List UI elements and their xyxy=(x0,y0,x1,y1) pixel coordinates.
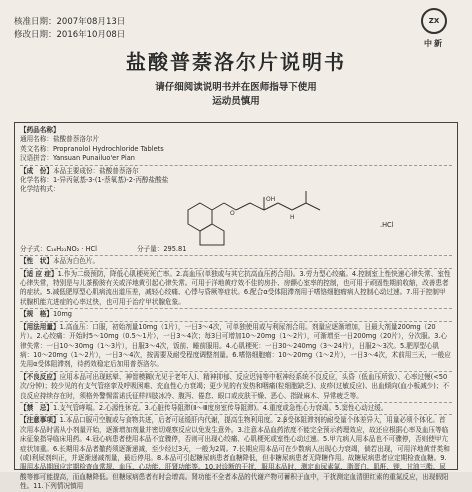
english-name: 英文名称：Propranolol Hydrochloride Tablets xyxy=(20,144,164,153)
date-block xyxy=(14,16,125,42)
character-label: 【性 状】 xyxy=(20,257,53,266)
drug-name-label: 【药品名称】 xyxy=(20,126,60,134)
composition-text: 本品主要成份：盐酸普萘洛尔 xyxy=(52,166,139,175)
spec-text: 10mg xyxy=(52,310,72,319)
revise-date: 修改日期：2016年10月08日 xyxy=(14,30,126,40)
section-adverse xyxy=(20,371,452,401)
chemical-structure xyxy=(20,195,452,245)
pinyin-name: 汉语拼音：Yansuan Punailuo'er Pian xyxy=(20,154,135,163)
spec-label: 【规 格】 xyxy=(20,310,53,319)
contra-label: 【禁 忌】 xyxy=(20,403,53,412)
structure-diagram-icon xyxy=(170,195,370,245)
subtitle-athlete-caution: 运动员慎用 xyxy=(212,96,260,107)
section-usage xyxy=(20,321,452,370)
section-character xyxy=(20,255,452,266)
section-precautions xyxy=(20,414,452,491)
caution-text: 1.本品口服可空腹或与食物共进，后者可延缓肝内代谢，提高生物利用度。2.β受体阻滞剂的耐受量个体差异大，用量必须个体化。首次用本品时需从小剂量开始，逐渐增加剂量并密切观察反应以免发生意外。3.注意本品血药浓度不能完全预示药理效应，故还应根据心率及血压等临床征象指导临床用药。4.冠心病患者使用本品不宜骤停，否则可出现心绞痛、心肌梗死或室性心动过速。5.甲亢病人用本品也不可骤停，否则使甲亢症状加重。6.长期用本品者撤药须逐渐递减，至少经过3天，一般为2周。7.长期应用本品可在少数病人出现心力衰竭，倘若出现，可用洋地黄苷类和(或)利尿剂纠正，并逐渐递减剂量，最后停用。8.本品可引起糖尿病患者血糖降低，但非糖尿病患者无降糖作用。故糖尿病患者应定期检查血糖。9.服用本品期间应定期检查血常规、血压、心功能、肝肾功能等。10.对诊断的干扰，服用本品时，测定血尿素氮、脂蛋白、肌酐、钾、甘油三酯、尿酸等都可能提高，而血糖降低。但糖尿病患者有时会增高。肾功能不全者本品的代谢产物可蓄积于血中，干扰测定血清胆红素的重氮反应，出现假阳性。11.下列情况慎用 xyxy=(20,416,450,491)
approve-date: 核准日期：2007年08月13日 xyxy=(14,17,126,27)
logo-icon: ZX xyxy=(421,8,447,34)
content-box xyxy=(14,122,458,491)
formula-row xyxy=(20,245,452,254)
indications-label: 【适 应 症】 xyxy=(20,269,58,278)
usage-label: 【用法用量】 xyxy=(20,322,60,331)
section-drug-name xyxy=(20,126,452,164)
hcl-label: .HCl xyxy=(380,220,394,229)
usage-text: 1.高血压：口服，初始剂量10mg（1片），一日3～4次，可单独使用或与利尿剂合用。剂量应逐渐增加，日最大剂量200mg（20片）。2.心绞痛：开始时5～10mg（0.5～1片），一日3～4次；每3日可增加10～20mg（1～2片），可渐增至一日200mg（20片），分次服。3.心律失常：一日10～30mg（1～3片），日服3～4次，饭前、睡前服用。4.心肌梗死：一日30～240mg（3～24片），日服2～3次。5.肥厚型心肌病：10～20mg（1～2片），一日3～4次，按需要及耐受程度调整剂量。6.嗜铬细胞瘤：10～20mg（1～2片），一日3～4次，术前用三天，一般应先用α受体阻滞剂，待药效稳定后加用普萘洛尔。 xyxy=(20,322,451,369)
page-title: 盐酸普萘洛尔片说明书 xyxy=(126,50,346,74)
molecular-formula: 分子式：C₁₆H₂₁NO₂ · HCl xyxy=(20,244,97,253)
section-spec xyxy=(20,308,452,319)
section-contraindications xyxy=(20,402,452,413)
section-composition xyxy=(20,165,452,255)
svg-text:O: O xyxy=(230,209,235,217)
adverse-label: 【不良反应】 xyxy=(20,372,60,381)
generic-name: 通用名称：盐酸普萘洛尔片 xyxy=(20,135,100,144)
svg-text:OH: OH xyxy=(266,195,276,203)
chemical-name: 化学名称：1-异丙氨基-3-(1-萘氧基)-2-丙醇盐酸盐 xyxy=(20,176,169,185)
adverse-text: 应用本品可出现眩晕、神智模糊(尤见于老年人)、精神抑郁、反应迟钝等中枢神经系统不良反应，头昏（低血压所致）、心率过慢(<50次/分钟)；较少见的有支气管痉挛及呼吸困难、充血性心力衰竭；更少见的有发热和咽痛(粒细胞缺乏)、皮疹(过敏反应)、出血倾向(血小板减少)；不良反应持续存在时，须格外警惕雷诺氏征样四肢冰冷、腹泻、倦怠、眼口或皮肤干燥、恶心、指趾麻木、异常疲乏等。 xyxy=(20,372,450,400)
indications-text: 1.作为二级预防，降低心肌梗死死亡率。2.高血压(单独或与其它抗高血压药合用)。3.劳力型心绞痛。4.控制室上性快速心律失常、室性心律失常，特别是与儿茶酚胺有关或洋地黄引起心律失常。可用于洋地黄疗效不佳的房扑、房颤心室率的控制，也可用于顽固性期前收缩，改善患者的症状。5.减低肥厚型心肌病流出道压差，减轻心绞痛、心悸与昏厥等症状。6.配合α受体阻滞剂用于嗜铬细胞瘤病人控制心动过速。7.用于控制甲状腺机能亢进症的心率过快，也可用于治疗甲状腺危象。 xyxy=(20,269,451,306)
svg-text:H: H xyxy=(290,213,295,221)
composition-label: 【成 份】 xyxy=(20,166,53,175)
brand-name: 中新 xyxy=(424,39,444,48)
character-text: 本品为白色片。 xyxy=(52,257,100,266)
contra-text: 1.支气管哮喘。2.心源性休克。3.心脏传导阻滞(Ⅱ～Ⅲ度房室传导阻滞)。4.重度或急性心力衰竭。5.窦性心动过缓。 xyxy=(52,403,388,412)
molecular-weight: 分子量：295.81 xyxy=(136,244,187,253)
structure-label: 化学结构式： xyxy=(20,185,60,194)
subtitle-read-carefully: 请仔细阅读说明书并在医师指导下使用 xyxy=(155,82,317,93)
section-indications xyxy=(20,268,452,308)
caution-label: 【注意事项】 xyxy=(20,416,60,425)
